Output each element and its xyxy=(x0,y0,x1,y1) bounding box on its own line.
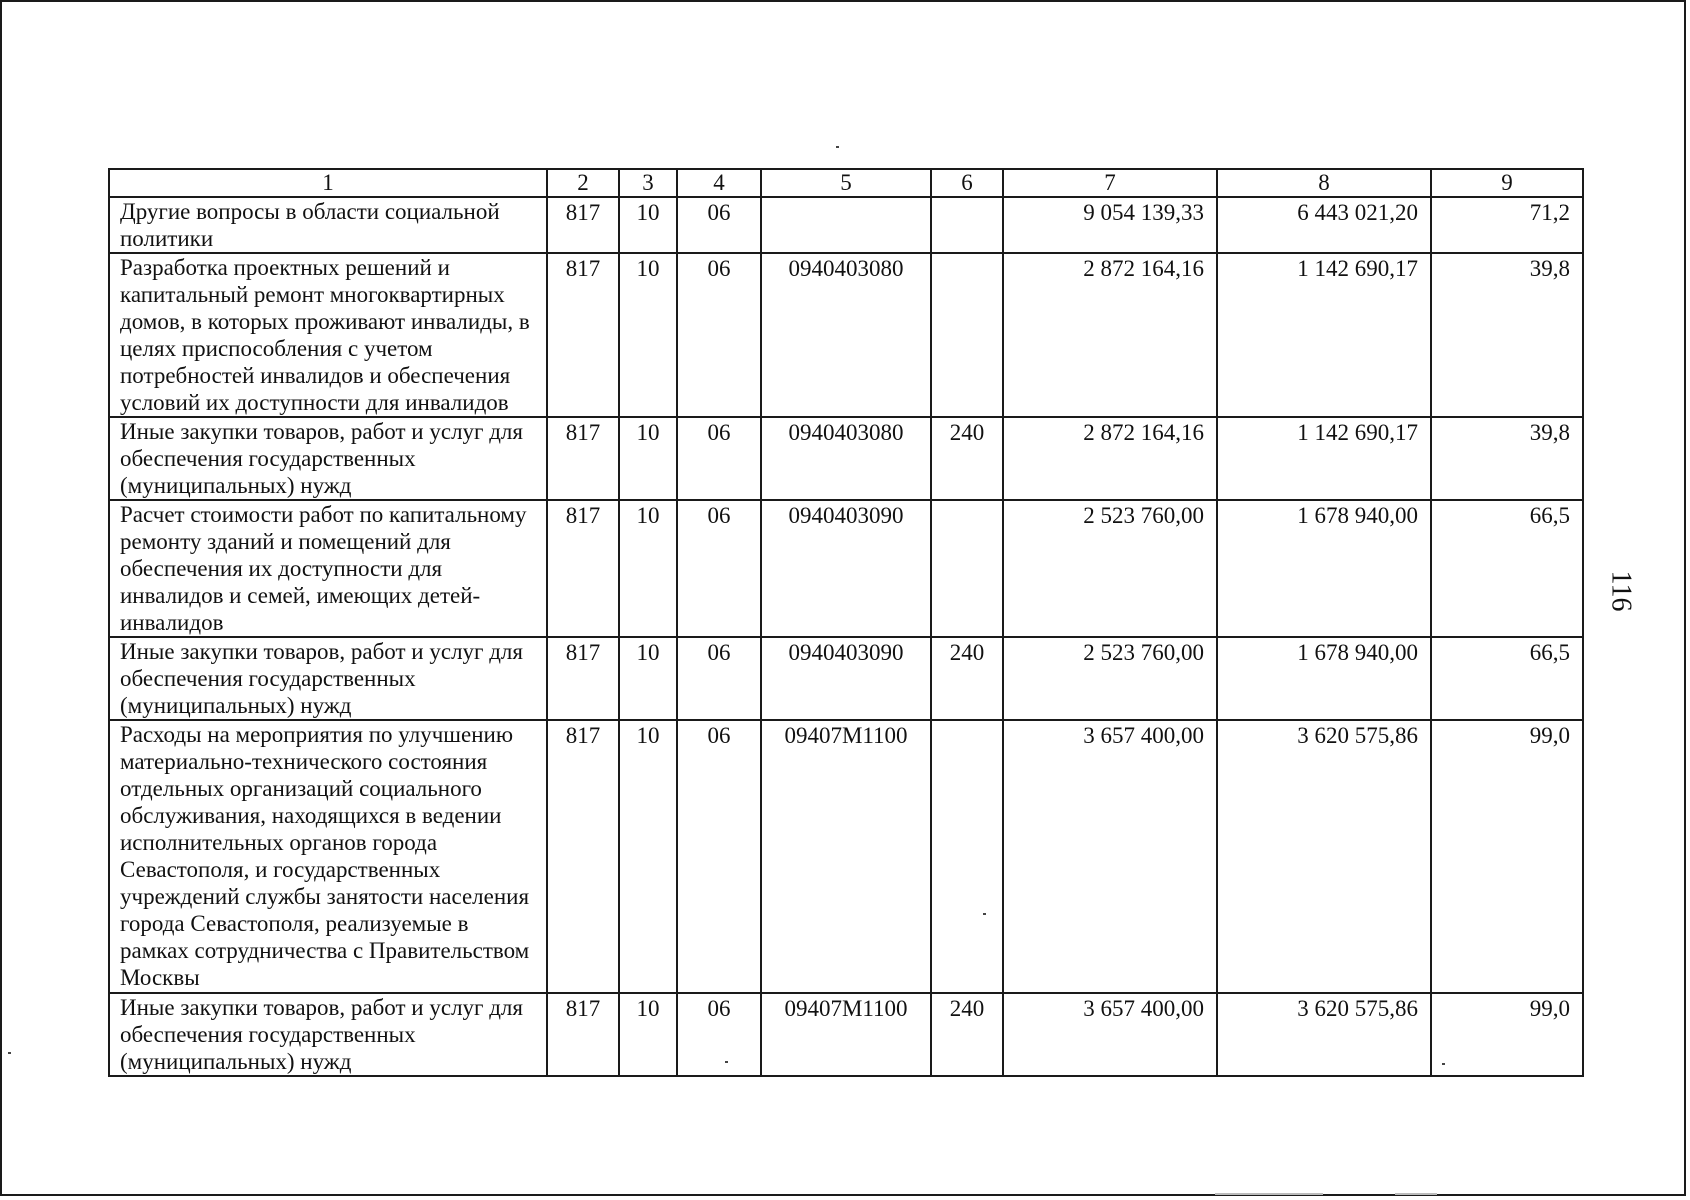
cell-actual: 3 620 575,86 xyxy=(1217,993,1431,1076)
scan-speck xyxy=(725,1061,728,1063)
column-header: 7 xyxy=(1003,169,1217,197)
cell-actual: 3 620 575,86 xyxy=(1217,720,1431,993)
table-row xyxy=(109,637,1583,720)
cell-section: 10 xyxy=(619,637,677,720)
cell-ministry-code: 817 xyxy=(547,720,619,993)
cell-plan: 2 872 164,16 xyxy=(1003,417,1217,500)
cell-plan: 2 872 164,16 xyxy=(1003,253,1217,417)
cell-percent: 66,5 xyxy=(1431,500,1583,637)
row-name: Расчет стоимости работ по капитальному ремонту зданий и помещений для обеспечения их доступности для инвалидов и семей, имеющих детей-инвалидов xyxy=(109,500,547,637)
cell-percent: 99,0 xyxy=(1431,720,1583,993)
cell-subsection: 06 xyxy=(677,500,761,637)
cell-ministry-code: 817 xyxy=(547,500,619,637)
cell-expense-type xyxy=(931,253,1003,417)
column-header: 8 xyxy=(1217,169,1431,197)
cell-target-article xyxy=(761,197,931,253)
cell-expense-type: 240 xyxy=(931,993,1003,1076)
row-name: Разработка проектных решений и капитальный ремонт многоквартирных домов, в которых проживают инвалиды, в целях приспособления с учетом потребностей инвалидов и обеспечения условий их доступности для инвалидов xyxy=(109,253,547,417)
cell-subsection: 06 xyxy=(677,720,761,993)
cell-section: 10 xyxy=(619,253,677,417)
row-name: Расходы на мероприятия по улучшению материально-технического состояния отдельных организаций социального обслуживания, находящихся в ведении исполнительных органов города Севастополя, и государственных учреждений службы занятости населения города Севастополя, реализуемые в рамках сотрудничества с Правительством Москвы xyxy=(109,720,547,993)
scan-artifact-line xyxy=(1215,1193,1323,1195)
cell-subsection: 06 xyxy=(677,197,761,253)
page-number: 116 xyxy=(1605,570,1637,612)
column-number-row xyxy=(109,169,1583,197)
cell-percent: 99,0 xyxy=(1431,993,1583,1076)
cell-ministry-code: 817 xyxy=(547,417,619,500)
cell-section: 10 xyxy=(619,500,677,637)
cell-expense-type xyxy=(931,197,1003,253)
cell-actual: 1 142 690,17 xyxy=(1217,417,1431,500)
cell-plan: 3 657 400,00 xyxy=(1003,993,1217,1076)
row-name: Иные закупки товаров, работ и услуг для обеспечения государственных (муниципальных) нужд xyxy=(109,993,547,1076)
cell-expense-type xyxy=(931,720,1003,993)
column-header: 3 xyxy=(619,169,677,197)
cell-section: 10 xyxy=(619,993,677,1076)
cell-section: 10 xyxy=(619,197,677,253)
scan-artifact-line xyxy=(1395,1193,1437,1195)
cell-expense-type xyxy=(931,500,1003,637)
scan-speck xyxy=(983,913,986,915)
cell-expense-type: 240 xyxy=(931,417,1003,500)
column-header: 9 xyxy=(1431,169,1583,197)
budget-table xyxy=(108,168,1584,1077)
scan-speck xyxy=(836,146,839,148)
row-name: Иные закупки товаров, работ и услуг для обеспечения государственных (муниципальных) нужд xyxy=(109,637,547,720)
table-row xyxy=(109,500,1583,637)
cell-actual: 1 142 690,17 xyxy=(1217,253,1431,417)
cell-target-article: 09407М1100 xyxy=(761,993,931,1076)
cell-target-article: 0940403080 xyxy=(761,253,931,417)
column-header: 4 xyxy=(677,169,761,197)
scan-speck xyxy=(1442,1063,1445,1065)
cell-ministry-code: 817 xyxy=(547,197,619,253)
cell-plan: 2 523 760,00 xyxy=(1003,500,1217,637)
cell-subsection: 06 xyxy=(677,993,761,1076)
cell-ministry-code: 817 xyxy=(547,253,619,417)
cell-percent: 39,8 xyxy=(1431,253,1583,417)
cell-expense-type: 240 xyxy=(931,637,1003,720)
column-header: 1 xyxy=(109,169,547,197)
cell-plan: 9 054 139,33 xyxy=(1003,197,1217,253)
cell-actual: 1 678 940,00 xyxy=(1217,637,1431,720)
cell-actual: 1 678 940,00 xyxy=(1217,500,1431,637)
cell-subsection: 06 xyxy=(677,253,761,417)
table-row xyxy=(109,720,1583,993)
cell-target-article: 0940403090 xyxy=(761,500,931,637)
row-name: Другие вопросы в области социальной политики xyxy=(109,197,547,253)
column-header: 5 xyxy=(761,169,931,197)
column-header: 2 xyxy=(547,169,619,197)
cell-section: 10 xyxy=(619,417,677,500)
column-header: 6 xyxy=(931,169,1003,197)
table-row xyxy=(109,197,1583,253)
cell-plan: 3 657 400,00 xyxy=(1003,720,1217,993)
cell-actual: 6 443 021,20 xyxy=(1217,197,1431,253)
cell-ministry-code: 817 xyxy=(547,637,619,720)
cell-subsection: 06 xyxy=(677,637,761,720)
table-row xyxy=(109,253,1583,417)
scan-speck xyxy=(8,1052,11,1054)
cell-percent: 71,2 xyxy=(1431,197,1583,253)
cell-subsection: 06 xyxy=(677,417,761,500)
cell-percent: 66,5 xyxy=(1431,637,1583,720)
row-name: Иные закупки товаров, работ и услуг для обеспечения государственных (муниципальных) нужд xyxy=(109,417,547,500)
cell-section: 10 xyxy=(619,720,677,993)
cell-ministry-code: 817 xyxy=(547,993,619,1076)
cell-target-article: 0940403080 xyxy=(761,417,931,500)
table-row xyxy=(109,417,1583,500)
cell-percent: 39,8 xyxy=(1431,417,1583,500)
cell-target-article: 09407М1100 xyxy=(761,720,931,993)
cell-target-article: 0940403090 xyxy=(761,637,931,720)
table-row xyxy=(109,993,1583,1076)
cell-plan: 2 523 760,00 xyxy=(1003,637,1217,720)
